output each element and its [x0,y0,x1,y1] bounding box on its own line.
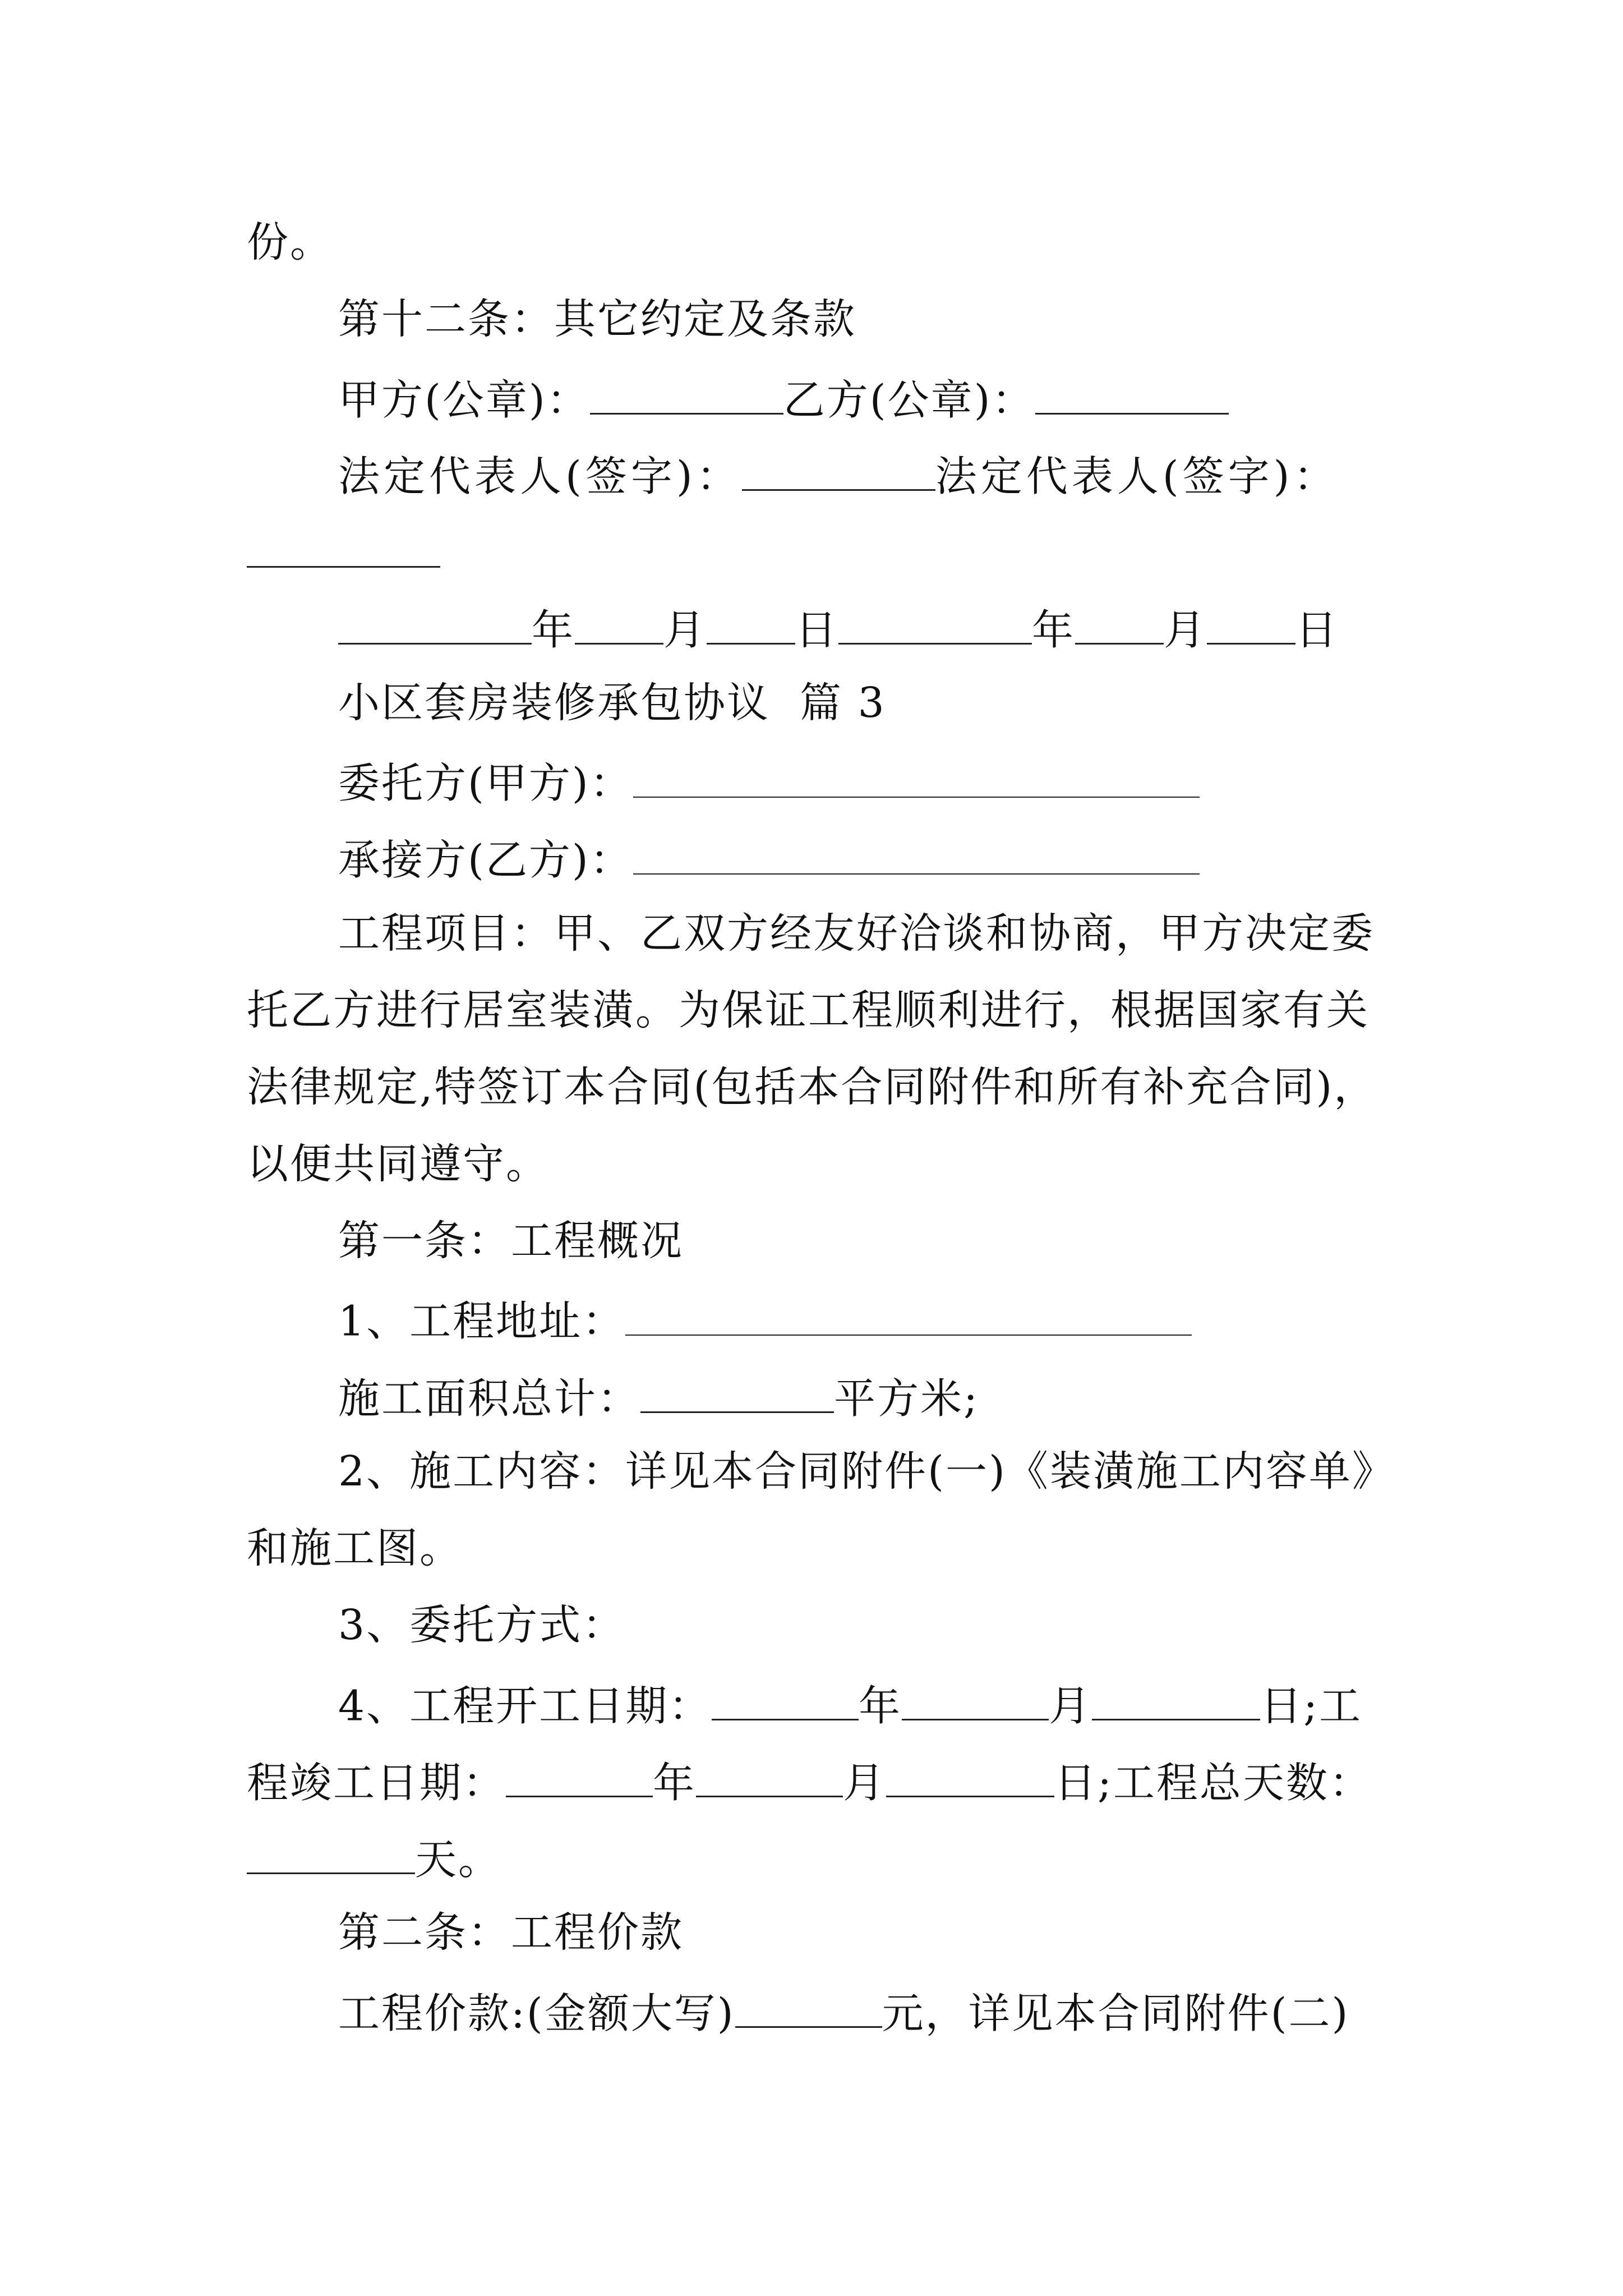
text: 甲方(公章)： [338,376,590,425]
paragraph-line [338,909,1375,958]
legal-rep-line [338,452,1339,501]
text: 日 [1295,606,1339,655]
text: 程竣工日期： [247,1759,506,1807]
end-date-line [247,1758,1372,1807]
text: 委托方(甲方)： [338,759,633,808]
blank-line [247,528,440,574]
text: 以便共同遵守。 [247,1140,549,1188]
text: 月 [843,1759,886,1807]
text: 第十二条：其它约定及条款 [338,295,856,343]
text: 法定代表人(签字)： [935,452,1339,501]
blank-field[interactable] [1035,375,1229,415]
paragraph-line [338,1601,626,1649]
blank-field[interactable] [247,1835,415,1874]
paragraph-line [247,986,1370,1034]
text: 第二条：工程价款 [338,1908,684,1957]
blank-field[interactable] [707,605,795,645]
text: 2、施工内容：详见本合同附件(一)《装潢施工内容单》 [338,1447,1395,1496]
text: 承接方(乙方)： [338,836,633,885]
text: 日;工 [1260,1682,1363,1731]
text: 4、工程开工日期： [338,1682,712,1731]
text: 第一条：工程概况 [338,1217,684,1265]
text: 月 [1049,1682,1092,1731]
text: 3、委托方式： [338,1601,626,1649]
text: 和施工图。 [247,1524,463,1572]
blank-field[interactable] [640,1374,834,1413]
blank-field[interactable] [886,1758,1054,1797]
paragraph-line [247,218,333,266]
blank-field[interactable] [247,528,440,568]
blank-field[interactable] [735,1989,882,2028]
blank-field[interactable] [575,605,663,645]
text: 月 [663,606,707,655]
article-heading [338,1217,684,1265]
text: 小区套房装修承包协议 篇 3 [338,679,886,727]
blank-field[interactable] [338,605,532,645]
article-heading [338,295,856,343]
contractor-line [338,836,1200,885]
text: 1、工程地址： [338,1297,626,1346]
text: 施工面积总计： [338,1374,640,1423]
address-line [338,1297,1192,1346]
blank-field[interactable] [633,836,1200,875]
blank-field[interactable] [1092,1681,1260,1720]
text: 元，详见本合同附件(二) [882,1989,1350,2038]
paragraph-line [247,1524,463,1572]
text: 工程价款:(金额大写) [338,1989,735,2038]
paragraph-line [247,1140,549,1188]
client-line [338,759,1200,808]
blank-field[interactable] [625,1297,1192,1336]
text: 天。 [415,1835,501,1884]
party-a-seal-line [338,375,1229,425]
text: 日;工程总天数： [1054,1759,1372,1807]
price-line [338,1989,1350,2038]
paragraph-line [338,1447,1395,1496]
blank-field[interactable] [696,1758,843,1797]
article-heading [338,1908,684,1957]
blank-field[interactable] [742,452,935,491]
text: 工程项目：甲、乙双方经友好洽谈和协商，甲方决定委 [338,909,1375,958]
blank-field[interactable] [712,1681,859,1720]
text: 月 [1164,606,1207,655]
blank-field[interactable] [506,1758,653,1797]
blank-field[interactable] [902,1681,1049,1720]
text: 日 [795,606,838,655]
text: 法律规定,特签订本合同(包括本合同附件和所有补充合同)， [247,1063,1377,1111]
text: 年 [532,606,575,655]
blank-field[interactable] [1075,605,1164,645]
text: 年 [859,1682,902,1731]
start-date-line [338,1681,1363,1731]
paragraph-line [247,1063,1377,1111]
text: 年 [653,1759,696,1807]
text: 法定代表人(签字)： [338,452,742,501]
text: 平方米; [834,1374,979,1423]
total-days-line [247,1835,501,1884]
date-line [338,605,1339,655]
blank-field[interactable] [633,759,1200,798]
text: 乙方(公章)： [783,376,1035,425]
text: 年 [1032,606,1075,655]
blank-field[interactable] [838,605,1032,645]
section-title [338,679,886,727]
blank-field[interactable] [1207,605,1295,645]
text: 托乙方进行居室装潢。为保证工程顺利进行，根据国家有关 [247,986,1370,1034]
blank-field[interactable] [590,375,783,415]
text: 份。 [247,218,333,266]
area-line [338,1374,979,1423]
